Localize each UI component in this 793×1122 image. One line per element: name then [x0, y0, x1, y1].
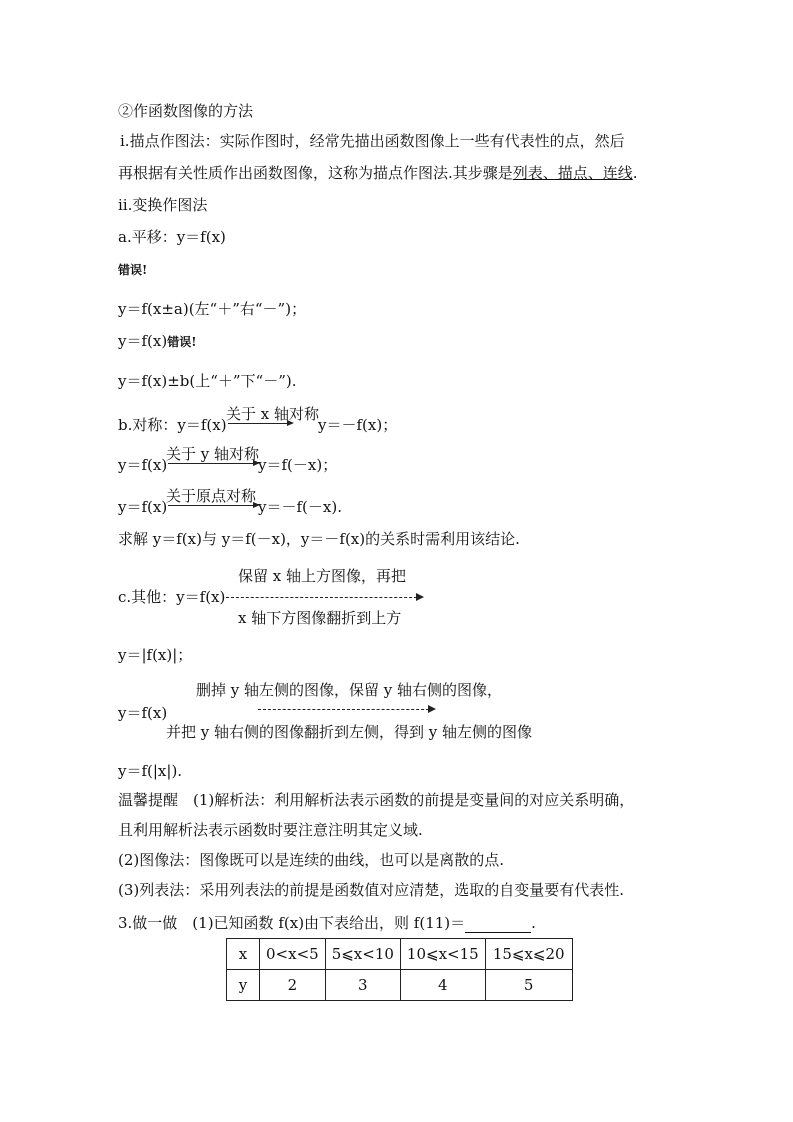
- text: y＝f(－x)；: [258, 456, 338, 474]
- text-line: y＝f(x)±b(上“＋”下“－”).: [118, 372, 297, 390]
- text: .: [531, 914, 536, 932]
- dashed-arrow-icon: [226, 597, 422, 598]
- text: y＝f(x): [118, 456, 168, 474]
- text: .: [632, 164, 638, 182]
- arrow-label: 关于 x 轴对称: [226, 405, 319, 423]
- text: y＝f(x): [118, 498, 168, 516]
- arrow-icon: [168, 505, 258, 506]
- tip-line: 温馨提醒 (1)解析法：利用解析法表示函数的前提是变量间的对应关系明确，: [118, 791, 635, 809]
- text: y＝f(x): [118, 332, 168, 350]
- text-line: [118, 331, 196, 352]
- dashed-arrow-icon: [258, 709, 434, 710]
- table-cell: y: [227, 970, 260, 1001]
- text: b.对称：y＝f(x): [118, 416, 227, 434]
- text: y＝－f(－x).: [258, 498, 342, 516]
- text-line: ⅰ.描点作图法：实际作图时，经常先描出函数图像上一些有代表性的点，然后: [120, 132, 625, 150]
- text-line: [118, 163, 638, 183]
- text-line: a.平移：y＝f(x): [118, 228, 226, 246]
- table-row: [227, 939, 573, 970]
- text-line: 且利用解析法表示函数时要注意注明其定义域.: [118, 821, 423, 839]
- table-cell: 5⩽x<10: [325, 939, 400, 970]
- text-line: (3)列表法：采用列表法的前提是函数值对应清楚，选取的自变量要有代表性.: [118, 881, 625, 899]
- text: y＝f(x): [118, 704, 168, 722]
- answer-blank: [465, 916, 531, 933]
- table-cell: 2: [260, 970, 326, 1001]
- table-cell: 0<x<5: [260, 939, 326, 970]
- text-line: y＝f(x±a)(左“＋”右“－”)；: [118, 300, 307, 318]
- exercise-line: [118, 913, 536, 933]
- value-table: [226, 938, 573, 1001]
- text: 再根据有关性质作出函数图像，这称为描点作图法.其步骤是: [118, 164, 513, 182]
- text: 3.做一做 (1)已知函数 f(x)由下表给出，则 f(11)＝: [118, 914, 466, 932]
- table-row: [227, 970, 573, 1001]
- arrow-label-bottom: x 轴下方图像翻折到上方: [238, 609, 402, 627]
- text-line: 求解 y＝f(x)与 y＝f(－x)，y＝－f(x)的关系时需利用该结论.: [118, 530, 520, 548]
- text: y＝－f(x)；: [318, 416, 398, 434]
- table-cell: x: [227, 939, 260, 970]
- text-line: (2)图像法：图像既可以是连续的曲线，也可以是离散的点.: [118, 851, 505, 869]
- table-cell: 4: [400, 970, 485, 1001]
- table-cell: 15⩽x⩽20: [485, 939, 572, 970]
- arrow-icon: [228, 423, 292, 424]
- text-line: y＝|f(x)|；: [118, 646, 193, 664]
- text-line: y＝f(|x|).: [118, 762, 183, 780]
- arrow-label: 关于原点对称: [166, 487, 257, 505]
- table-cell: 10⩽x<15: [400, 939, 485, 970]
- arrow-label-bottom: 并把 y 轴右侧的图像翻折到左侧，得到 y 轴左侧的图像: [166, 723, 533, 741]
- arrow-label-top: 保留 x 轴上方图像，再把: [238, 567, 406, 585]
- table-cell: 3: [325, 970, 400, 1001]
- arrow-label: 关于 y 轴对称: [166, 445, 260, 463]
- subheading-transform: ⅱ.变换作图法: [118, 196, 208, 214]
- table-cell: 5: [485, 970, 572, 1001]
- error-marker: 错误!: [118, 263, 148, 277]
- arrow-label-top: 删掉 y 轴左侧的图像，保留 y 轴右侧的图像，: [196, 681, 503, 699]
- error-marker: 错误!: [167, 335, 197, 349]
- arrow-icon: [168, 463, 258, 464]
- steps-underlined: 列表、描点、连线: [512, 164, 633, 182]
- text: c.其他：y＝f(x): [118, 588, 226, 606]
- heading-methods: ②作函数图像的方法: [118, 102, 254, 120]
